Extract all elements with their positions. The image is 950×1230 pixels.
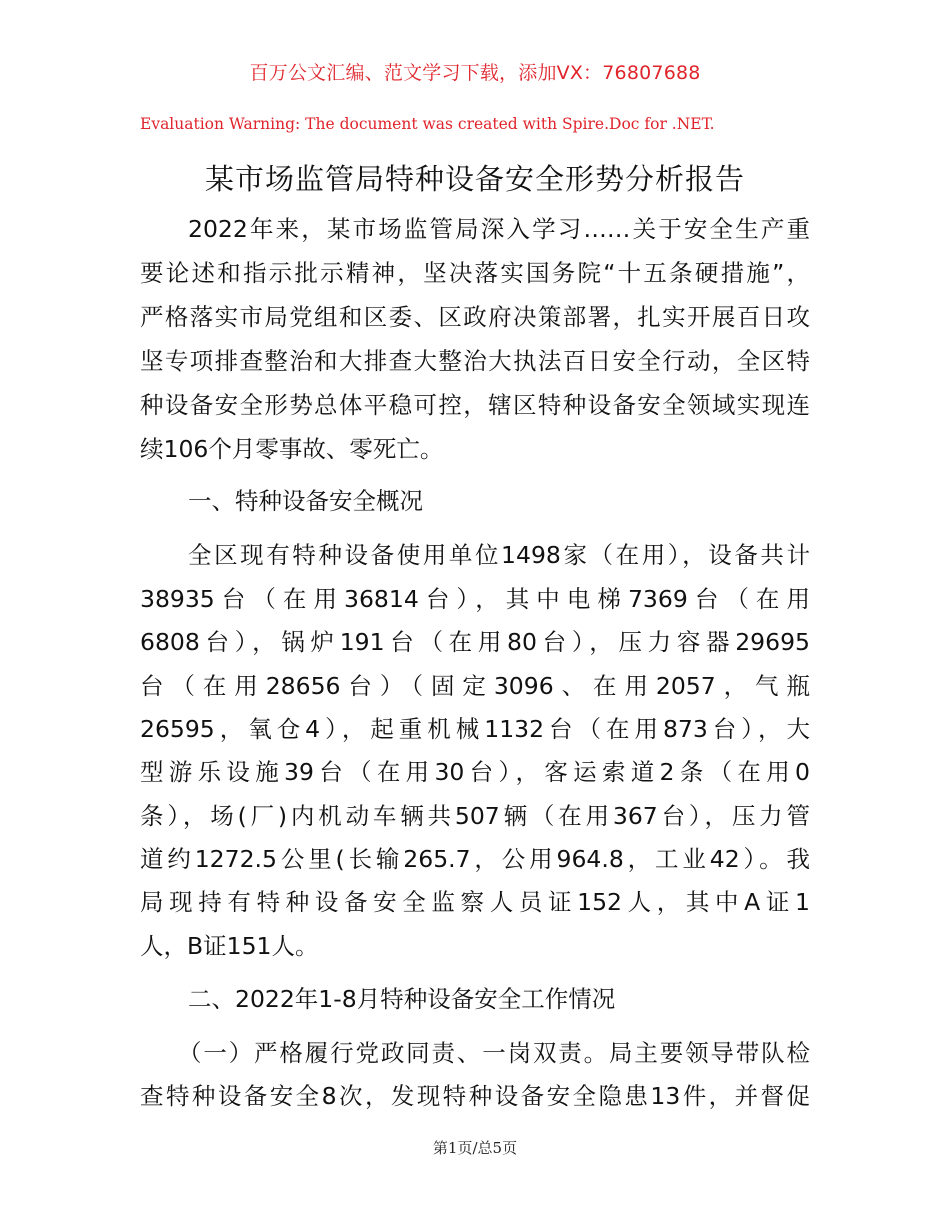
header-banner: 百万公文汇编、范文学习下载，添加VX：76807688 xyxy=(249,62,701,84)
evaluation-warning: Evaluation Warning: The document was created with Spire.Doc for .NET. xyxy=(140,115,715,133)
paragraph-intro-line: 2022年来，某市场监管局深入学习……关于安全生产重 xyxy=(188,215,810,243)
section-heading-1: 一、特种设备安全概况 xyxy=(188,487,423,515)
paragraph-intro-line: 坚专项排查整治和大排查大整治大执法百日安全行动，全区特 xyxy=(140,347,810,375)
paragraph-work-line: 查特种设备安全8次，发现特种设备安全隐患13件，并督促 xyxy=(140,1082,810,1110)
paragraph-overview-line: 人，B证151人。 xyxy=(140,932,319,960)
paragraph-overview-line: 26595，氧仓4），起重机械1132台（在用873台），大 xyxy=(140,715,810,743)
paragraph-intro-line: 严格落实市局党组和区委、区政府决策部署，扎实开展百日攻 xyxy=(140,303,810,331)
document-title: 某市场监管局特种设备安全形势分析报告 xyxy=(204,162,745,196)
paragraph-intro-line: 种设备安全形势总体平稳可控，辖区特种设备安全领域实现连 xyxy=(140,391,810,419)
paragraph-intro-line: 要论述和指示批示精神，坚决落实国务院“十五条硬措施”， xyxy=(140,259,810,287)
paragraph-overview-line: 全区现有特种设备使用单位1498家（在用），设备共计 xyxy=(188,541,810,569)
page-number-footer: 第1页/总5页 xyxy=(432,1139,518,1157)
paragraph-intro-line: 续106个月零事故、零死亡。 xyxy=(140,435,444,463)
paragraph-overview-line: 38935台（在用36814台），其中电梯7369台（在用 xyxy=(140,585,810,613)
paragraph-overview-line: 台（在用28656台）（固定3096、在用2057，气瓶 xyxy=(140,672,810,700)
paragraph-overview-line: 型游乐设施39台（在用30台），客运索道2条（在用0 xyxy=(140,758,810,786)
paragraph-work-line: （一）严格履行党政同责、一岗双责。局主要领导带队检 xyxy=(178,1039,810,1067)
paragraph-overview-line: 局现持有特种设备安全监察人员证152人，其中A证1 xyxy=(140,888,810,916)
paragraph-overview-line: 条），场(厂)内机动车辆共507辆（在用367台），压力管 xyxy=(140,802,810,830)
paragraph-overview-line: 道约1272.5公里(长输265.7，公用964.8，工业42）。我 xyxy=(140,845,810,873)
section-heading-2: 二、2022年1-8月特种设备安全工作情况 xyxy=(188,985,616,1013)
paragraph-overview-line: 6808台），锅炉191台（在用80台），压力容器29695 xyxy=(140,628,810,656)
